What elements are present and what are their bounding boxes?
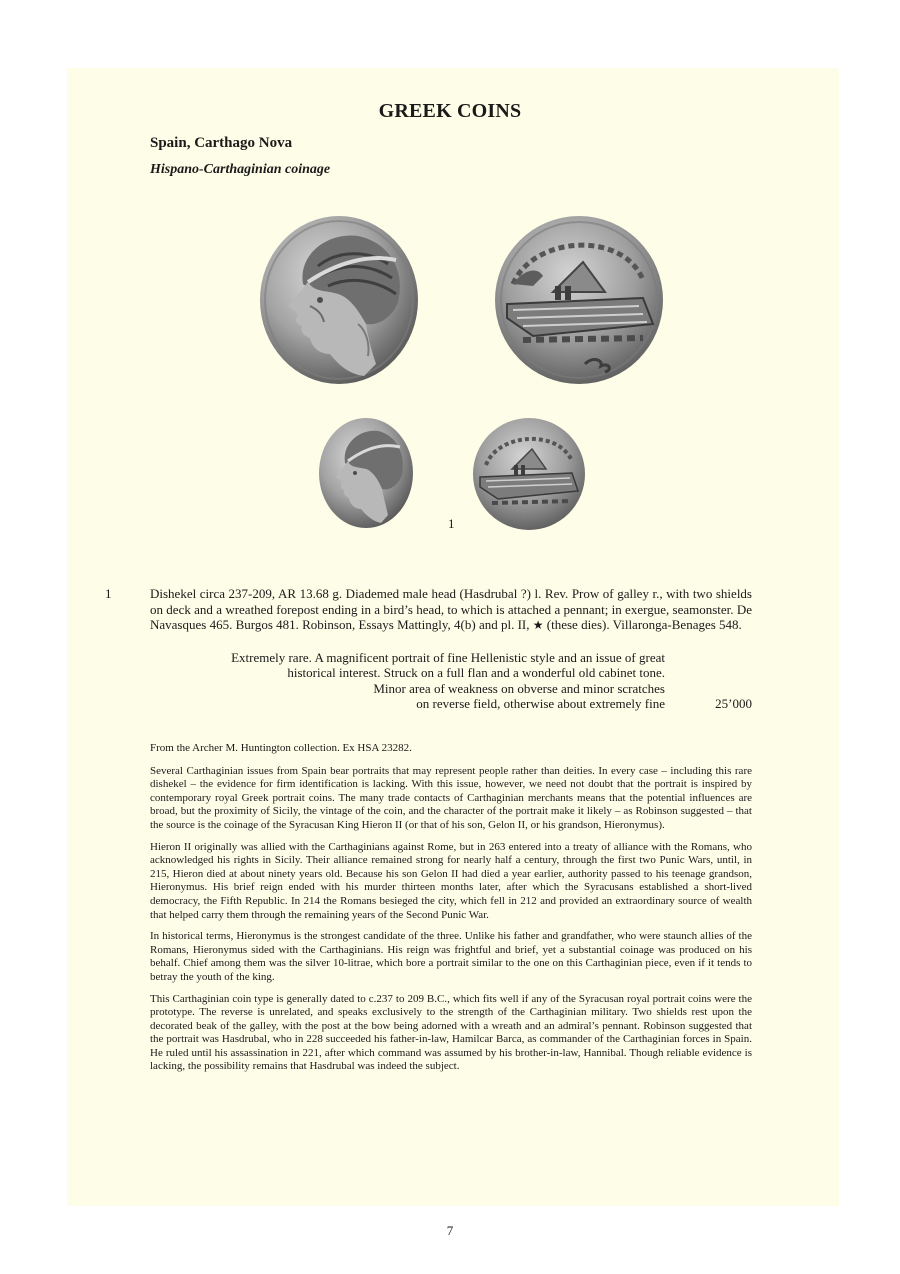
coin-reverse-small bbox=[472, 417, 586, 531]
region-heading: Spain, Carthago Nova bbox=[150, 135, 293, 151]
lot-description bbox=[150, 586, 752, 634]
plate-lot-number: 1 bbox=[448, 516, 455, 531]
coin-obverse-small bbox=[318, 417, 414, 529]
lot-notes bbox=[150, 742, 752, 1082]
star-icon: ★ bbox=[532, 618, 544, 632]
note-paragraph: In historical terms, Hieronymus is the strongest candidate of the three. Unlike his father and grandfather, who were staunch allies of the Romans, Hieronymus sided with the Carthaginians. His reign was frightful and brief, yet a substantial coinage was produced on his behalf. Chief among them was the silver 10-litrae, which bore a portrait similar to the one on this Carthaginian piece, even if it tends to betray the youth of the king. bbox=[150, 930, 752, 983]
lot-description-text-end: (these dies). Villaronga-Benages 548. bbox=[543, 617, 742, 632]
grade-line-2: historical interest. Struck on a full flan and a wonderful old cabinet tone. bbox=[287, 665, 665, 680]
lot-price: 25’000 bbox=[715, 696, 752, 711]
grade-line-4: on reverse field, otherwise about extremely fine bbox=[416, 696, 665, 711]
provenance-note: From the Archer M. Huntington collection. Ex HSA 23282. bbox=[150, 742, 412, 754]
lot-description-text: Dishekel circa 237-209, AR 13.68 g. Diademed male head (Hasdrubal ?) l. Rev. Prow of galley r., with two shields on deck and a wreathed forepost ending in a bird’s head, to which is attached a pennant; in exergue, seamonster. De Navasques 465. Burgos 481. Robinson, Essays Mattingly, 4(b) and pl. II, bbox=[150, 586, 752, 632]
page-title: GREEK COINS bbox=[378, 100, 522, 122]
series-heading: Hispano-Carthaginian coinage bbox=[150, 162, 331, 177]
coin-obverse-large bbox=[258, 214, 420, 386]
page-number: 7 bbox=[446, 1223, 454, 1238]
note-paragraph: Several Carthaginian issues from Spain bear portraits that may represent people rather than deities. In every case – including this rare dishekel – the evidence for firm identification is lacking. With this issue, however, we need not doubt that the portrait is inspired by contemporary royal Greek portrait coins. The many trade contacts of Carthaginian merchants means that the potential influences are broad, but the proximity of Sicily, the vintage of the coin, and the character of the portrait make it likely – as Robinson suggested – that the source is the coinage of the Syracusan King Hieron II (or that of his son, Gelon II, or his grandson, Hieronymus). bbox=[150, 764, 752, 831]
grade-line-3: Minor area of weakness on obverse and minor scratches bbox=[373, 681, 665, 696]
note-paragraph: Hieron II originally was allied with the Carthaginians against Rome, but in 263 entered into a treaty of alliance with the Romans, who acknowledged his rights in Sicily. Their alliance remained strong for nearly half a century, through the first two Punic Wars, until, in 215, Hieron died at about ninety years old. Because his son Gelon II had died a year earlier, authority passed to his teenage grandson, Hieronymus. His brief reign ended with his murder thirteen months later, after which the Syracusans established a short-lived democracy, the Fifth Republic. In 214 the Romans besieged the city, which fell in 212 and provided an extraordinary source of wealth that helped carry them through the remaining years of the Second Punic War. bbox=[150, 840, 752, 921]
note-paragraph: This Carthaginian coin type is generally dated to c.237 to 209 B.C., which fits well if any of the Syracusan royal portrait coins were the prototype. The reverse is unrelated, and speaks exclusively to the strength of the Carthaginian military. Two shields rest upon the decorated beak of the galley, with the post at the bow being adorned with a wreath and an admiral’s pennant. Robinson suggested that the portrait was Hasdrubal, who in 228 succeeded his father-in-law, Hamilcar Barca, as commander of the Carthaginian forces in Spain. He ruled until his assassination in 221, after which command was assumed by his brother-in-law, Hannibal. Though reliable evidence is lacking, the possibility remains that Hasdrubal was indeed the subject. bbox=[150, 992, 752, 1073]
coin-reverse-large bbox=[493, 214, 665, 386]
grade-line-1: Extremely rare. A magnificent portrait of fine Hellenistic style and an issue of great bbox=[231, 650, 665, 665]
lot-number: 1 bbox=[105, 586, 112, 601]
